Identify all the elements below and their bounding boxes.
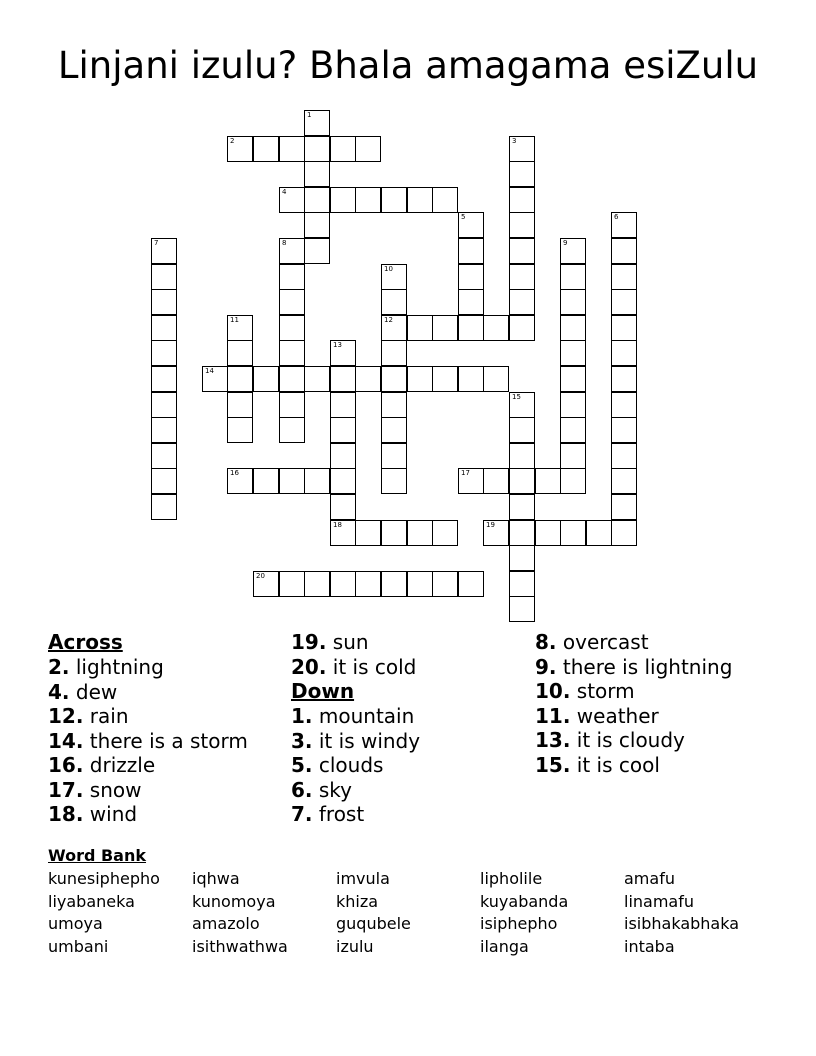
grid-cell[interactable]	[381, 417, 407, 443]
grid-cell[interactable]	[458, 238, 484, 264]
grid-cell[interactable]	[304, 212, 330, 238]
word-bank-item: amazolo	[192, 914, 260, 933]
grid-cell[interactable]	[560, 340, 586, 366]
clue-number: 7	[154, 239, 159, 247]
down-clue: 9. there is lightning	[535, 654, 733, 679]
grid-cell[interactable]	[611, 494, 637, 520]
grid-cell[interactable]	[509, 520, 535, 546]
grid-cell[interactable]	[432, 187, 458, 213]
grid-cell[interactable]	[407, 520, 433, 546]
grid-cell[interactable]	[151, 289, 177, 315]
grid-cell[interactable]	[407, 187, 433, 213]
grid-cell[interactable]	[227, 417, 253, 443]
grid-cell[interactable]	[560, 315, 586, 341]
grid-cell[interactable]	[458, 366, 484, 392]
grid-cell[interactable]	[151, 494, 177, 520]
grid-cell[interactable]	[407, 366, 433, 392]
grid-cell[interactable]	[611, 417, 637, 443]
grid-cell[interactable]	[381, 289, 407, 315]
grid-cell[interactable]	[509, 289, 535, 315]
grid-cell[interactable]	[535, 468, 561, 494]
clue-number: 13	[333, 341, 342, 349]
clue-column-3	[535, 630, 732, 777]
grid-cell[interactable]	[330, 366, 356, 392]
word-bank-item: amafu	[624, 869, 675, 888]
grid-cell[interactable]	[279, 340, 305, 366]
down-clue: 6. sky	[291, 777, 352, 802]
grid-cell[interactable]	[611, 264, 637, 290]
grid-cell[interactable]	[560, 289, 586, 315]
across-clue: 20. it is cold	[291, 654, 417, 679]
grid-cell[interactable]	[611, 468, 637, 494]
grid-cell[interactable]	[381, 392, 407, 418]
grid-cell[interactable]	[304, 571, 330, 597]
across-clue: 17. snow	[48, 777, 142, 802]
grid-cell[interactable]	[279, 366, 305, 392]
grid-cell[interactable]	[279, 392, 305, 418]
word-bank-item: lipholile	[480, 869, 543, 888]
down-clue: 3. it is windy	[291, 728, 421, 753]
down-clue: 11. weather	[535, 703, 659, 728]
clue-number: 15	[512, 393, 521, 401]
grid-cell[interactable]	[355, 136, 381, 162]
grid-cell[interactable]	[509, 212, 535, 238]
word-bank-item: isiphepho	[480, 914, 558, 933]
grid-cell[interactable]	[432, 366, 458, 392]
grid-cell[interactable]	[458, 264, 484, 290]
grid-cell[interactable]	[304, 366, 330, 392]
grid-cell[interactable]	[458, 289, 484, 315]
clue-number: 6	[614, 213, 619, 221]
grid-cell[interactable]	[151, 340, 177, 366]
grid-cell[interactable]	[330, 187, 356, 213]
grid-cell[interactable]	[381, 520, 407, 546]
grid-cell[interactable]	[509, 187, 535, 213]
grid-cell[interactable]	[509, 238, 535, 264]
grid-cell[interactable]	[330, 417, 356, 443]
grid-cell[interactable]	[458, 315, 484, 341]
clue-number: 2	[230, 137, 235, 145]
across-clue: 4. dew	[48, 679, 118, 704]
word-bank-item: khiza	[336, 892, 379, 911]
grid-cell[interactable]	[151, 417, 177, 443]
grid-cell[interactable]	[151, 366, 177, 392]
grid-cell[interactable]	[432, 520, 458, 546]
grid-cell[interactable]	[253, 366, 279, 392]
clue-number: 10	[384, 265, 393, 273]
grid-cell[interactable]	[560, 468, 586, 494]
across-clue: 16. drizzle	[48, 753, 156, 777]
grid-cell[interactable]	[509, 545, 535, 571]
grid-cell[interactable]	[330, 392, 356, 418]
grid-cell[interactable]	[509, 494, 535, 520]
word-bank-item: kunesiphepho	[48, 869, 160, 888]
down-clue: 10. storm	[535, 679, 635, 703]
grid-cell[interactable]	[407, 315, 433, 341]
grid-cell[interactable]	[355, 187, 381, 213]
grid-cell[interactable]	[586, 520, 612, 546]
grid-cell[interactable]	[458, 571, 484, 597]
grid-cell[interactable]	[151, 468, 177, 494]
word-bank-item: kunomoya	[192, 892, 276, 911]
word-bank-item: umbani	[48, 937, 109, 956]
grid-cell[interactable]	[611, 520, 637, 546]
clue-number: 14	[205, 367, 214, 375]
clue-number: 20	[256, 572, 265, 580]
grid-cell[interactable]	[304, 136, 330, 162]
grid-cell[interactable]	[227, 392, 253, 418]
grid-cell[interactable]	[560, 264, 586, 290]
grid-cell[interactable]	[535, 520, 561, 546]
grid-cell[interactable]	[611, 340, 637, 366]
grid-cell[interactable]	[330, 136, 356, 162]
clue-number: 4	[282, 188, 287, 196]
grid-cell[interactable]	[151, 264, 177, 290]
grid-cell[interactable]	[381, 340, 407, 366]
clue-number: 8	[282, 239, 287, 247]
grid-cell[interactable]	[279, 289, 305, 315]
grid-cell[interactable]	[381, 468, 407, 494]
grid-cell[interactable]	[483, 468, 509, 494]
clue-number: 9	[563, 239, 568, 247]
word-bank-title: Word Bank	[48, 846, 147, 865]
clue-column-2	[291, 630, 420, 827]
grid-cell[interactable]	[151, 392, 177, 418]
grid-cell[interactable]	[355, 366, 381, 392]
word-bank-item: liyabaneka	[48, 892, 135, 911]
grid-cell[interactable]	[509, 571, 535, 597]
across-clue: 19. sun	[291, 630, 369, 654]
grid-cell[interactable]	[151, 315, 177, 341]
grid-cell[interactable]	[279, 571, 305, 597]
grid-cell[interactable]	[381, 571, 407, 597]
down-clue: 8. overcast	[535, 630, 649, 654]
clue-number: 16	[230, 469, 239, 477]
clue-number: 17	[461, 469, 470, 477]
grid-cell[interactable]	[253, 468, 279, 494]
grid-cell[interactable]	[330, 443, 356, 469]
grid-cell[interactable]	[151, 443, 177, 469]
grid-cell[interactable]	[432, 315, 458, 341]
grid-cell[interactable]	[304, 161, 330, 187]
clue-number: 3	[512, 137, 517, 145]
grid-cell[interactable]	[611, 392, 637, 418]
down-heading: Down	[291, 679, 355, 703]
clue-number: 19	[486, 521, 495, 529]
down-clue: 13. it is cloudy	[535, 728, 685, 752]
across-clue: 12. rain	[48, 704, 129, 728]
down-clue: 1. mountain	[291, 704, 415, 728]
clue-number: 5	[461, 213, 466, 221]
grid-cell[interactable]	[611, 315, 637, 341]
word-bank-item: intaba	[624, 937, 675, 956]
grid-cell[interactable]	[227, 366, 253, 392]
grid-cell[interactable]	[407, 571, 433, 597]
grid-cell[interactable]	[483, 315, 509, 341]
grid-cell[interactable]	[330, 494, 356, 520]
grid-cell[interactable]	[227, 340, 253, 366]
grid-cell[interactable]	[355, 571, 381, 597]
grid-cell[interactable]	[509, 315, 535, 341]
down-clue: 5. clouds	[291, 753, 384, 777]
grid-cell[interactable]	[304, 468, 330, 494]
grid-cell[interactable]	[279, 468, 305, 494]
grid-cell[interactable]	[483, 366, 509, 392]
word-bank-item: iqhwa	[192, 869, 240, 888]
word-bank-item: linamafu	[624, 892, 694, 911]
grid-cell[interactable]	[509, 264, 535, 290]
word-bank-item: kuyabanda	[480, 892, 569, 911]
across-clue: 2. lightning	[48, 655, 164, 679]
clue-number: 11	[230, 316, 239, 324]
across-clue: 18. wind	[48, 802, 138, 826]
grid-cell[interactable]	[611, 289, 637, 315]
clue-number: 1	[307, 111, 312, 119]
grid-cell[interactable]	[279, 136, 305, 162]
word-bank-item: isibhakabhaka	[624, 914, 740, 933]
clue-number: 12	[384, 316, 393, 324]
grid-cell[interactable]	[355, 520, 381, 546]
grid-cell[interactable]	[560, 520, 586, 546]
across-clue: 14. there is a storm	[48, 728, 248, 753]
grid-cell[interactable]	[509, 443, 535, 469]
grid-cell[interactable]	[560, 417, 586, 443]
word-bank-item: ilanga	[480, 937, 529, 956]
clue-column-1	[48, 630, 248, 827]
grid-cell[interactable]	[509, 161, 535, 187]
grid-cell[interactable]	[611, 443, 637, 469]
word-bank-item: umoya	[48, 914, 103, 933]
grid-cell[interactable]	[432, 571, 458, 597]
grid-cell[interactable]	[509, 468, 535, 494]
page-title: Linjani izulu? Bhala amagama esiZulu	[57, 44, 759, 87]
across-heading: Across	[48, 630, 123, 654]
grid-cell[interactable]	[279, 417, 305, 443]
grid-cell[interactable]	[509, 596, 535, 622]
grid-cell[interactable]	[330, 468, 356, 494]
grid-cell[interactable]	[560, 392, 586, 418]
grid-cell[interactable]	[611, 366, 637, 392]
word-bank-item: guqubele	[336, 914, 411, 933]
grid-cell[interactable]	[304, 238, 330, 264]
grid-cell[interactable]	[560, 366, 586, 392]
grid-cell[interactable]	[253, 136, 279, 162]
grid-cell[interactable]	[279, 315, 305, 341]
down-clue: 15. it is cool	[535, 752, 660, 777]
word-bank-item: imvula	[336, 869, 390, 888]
grid-cell[interactable]	[381, 443, 407, 469]
grid-cell[interactable]	[304, 187, 330, 213]
down-clue: 7. frost	[291, 802, 365, 826]
grid-cell[interactable]	[381, 366, 407, 392]
grid-cell[interactable]	[381, 187, 407, 213]
word-bank-item: izulu	[336, 937, 374, 956]
grid-cell[interactable]	[330, 571, 356, 597]
grid-cell[interactable]	[279, 264, 305, 290]
grid-cell[interactable]	[560, 443, 586, 469]
grid-cell[interactable]	[509, 417, 535, 443]
clue-number: 18	[333, 521, 342, 529]
word-bank-item: isithwathwa	[192, 937, 288, 956]
grid-cell[interactable]	[611, 238, 637, 264]
